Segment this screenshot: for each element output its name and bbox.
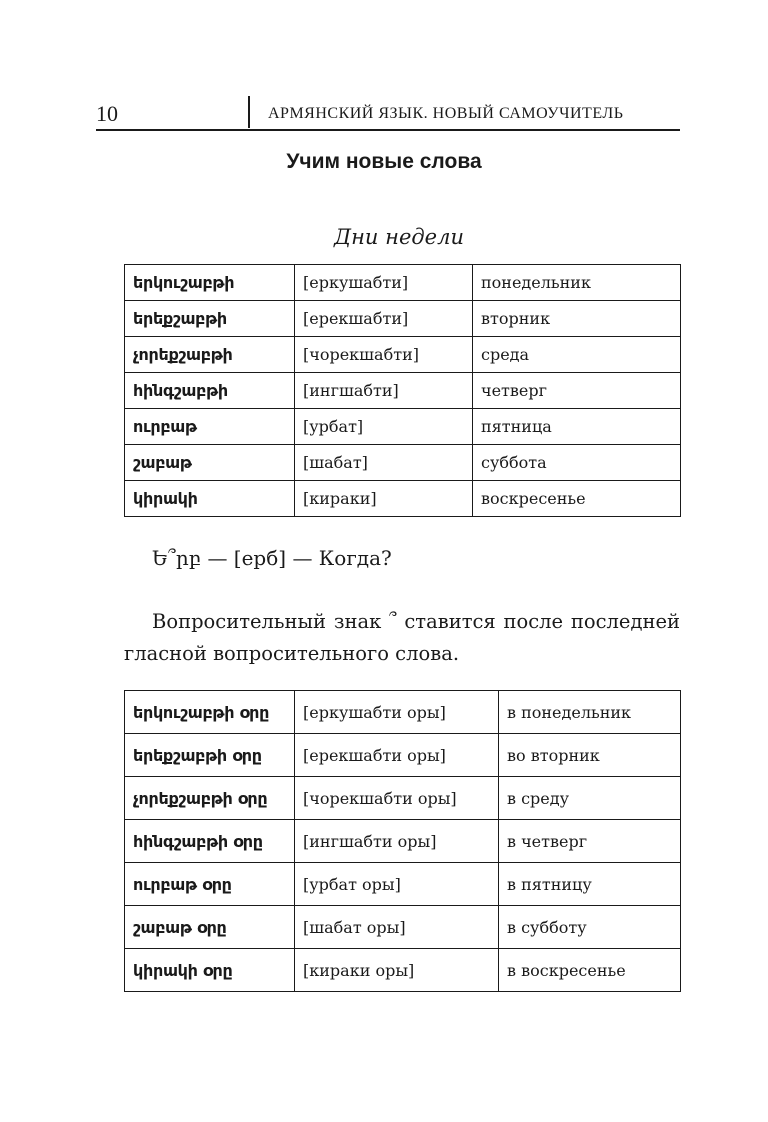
transcription: [ингшабти оры]	[295, 820, 499, 863]
transcription: [кираки]	[295, 481, 473, 517]
armenian-word: շաբաթ	[125, 445, 295, 481]
armenian-phrase: չորեքշաբթի օրը	[125, 777, 295, 820]
transcription: [урбат оры]	[295, 863, 499, 906]
table-row	[125, 863, 681, 906]
table-row	[125, 481, 681, 517]
armenian-word: կիրակի	[125, 481, 295, 517]
russian-translation: суббота	[473, 445, 681, 481]
transcription: [шабат]	[295, 445, 473, 481]
transcription: [чорекшабти]	[295, 337, 473, 373]
on-days-table	[124, 690, 681, 992]
table-row	[125, 301, 681, 337]
russian-translation: четверг	[473, 373, 681, 409]
page-header	[96, 96, 680, 130]
russian-translation: среда	[473, 337, 681, 373]
table-row	[125, 777, 681, 820]
armenian-phrase: կիրակի օրը	[125, 949, 295, 992]
armenian-word: ուրբաթ	[125, 409, 295, 445]
transcription: [кираки оры]	[295, 949, 499, 992]
table-row	[125, 820, 681, 863]
table-row	[125, 949, 681, 992]
armenian-word: երեքշաբթի	[125, 301, 295, 337]
section-title: Учим новые слова	[286, 150, 482, 173]
armenian-phrase: երկուշաբթի օրը	[125, 691, 295, 734]
table-row	[125, 409, 681, 445]
armenian-phrase: ուրբաթ օրը	[125, 863, 295, 906]
transcription: [чорекшабти оры]	[295, 777, 499, 820]
russian-translation: в воскресенье	[499, 949, 681, 992]
header-separator	[248, 96, 250, 128]
transcription: [урбат]	[295, 409, 473, 445]
russian-translation: понедельник	[473, 265, 681, 301]
armenian-phrase: երեքշաբթի օրը	[125, 734, 295, 777]
russian-translation: в среду	[499, 777, 681, 820]
russian-translation: в пятницу	[499, 863, 681, 906]
table-row	[125, 445, 681, 481]
running-title: АРМЯНСКИЙ ЯЗЫК. НОВЫЙ САМОУЧИТЕЛЬ	[268, 105, 624, 122]
transcription: [ерекшабти]	[295, 301, 473, 337]
days-of-week-table	[124, 264, 681, 517]
armenian-phrase: հինգշաբթի օրը	[125, 820, 295, 863]
question-line: Ե՞րբ — [ерб] — Когда?	[152, 546, 392, 570]
russian-translation: в субботу	[499, 906, 681, 949]
russian-translation: в понедельник	[499, 691, 681, 734]
page-number: 10	[96, 101, 118, 126]
transcription: [еркушабти оры]	[295, 691, 499, 734]
armenian-word: երկուշաբթի	[125, 265, 295, 301]
transcription: [шабат оры]	[295, 906, 499, 949]
explanation-paragraph: Вопросительный знак ՞ ставится после последней гласной вопросительного слова.	[124, 610, 680, 665]
table-row	[125, 265, 681, 301]
armenian-word: հինգշաբթի	[125, 373, 295, 409]
armenian-phrase: շաբաթ օրը	[125, 906, 295, 949]
transcription: [ингшабти]	[295, 373, 473, 409]
transcription: [ерекшабти оры]	[295, 734, 499, 777]
russian-translation: вторник	[473, 301, 681, 337]
table-row	[125, 337, 681, 373]
table-row	[125, 906, 681, 949]
table-row	[125, 734, 681, 777]
subsection-title: Дни недели	[334, 225, 464, 249]
russian-translation: в четверг	[499, 820, 681, 863]
table-row	[125, 691, 681, 734]
russian-translation: пятница	[473, 409, 681, 445]
russian-translation: во вторник	[499, 734, 681, 777]
russian-translation: воскресенье	[473, 481, 681, 517]
transcription: [еркушабти]	[295, 265, 473, 301]
header-rule	[96, 129, 680, 131]
armenian-word: չորեքշաբթի	[125, 337, 295, 373]
table-row	[125, 373, 681, 409]
